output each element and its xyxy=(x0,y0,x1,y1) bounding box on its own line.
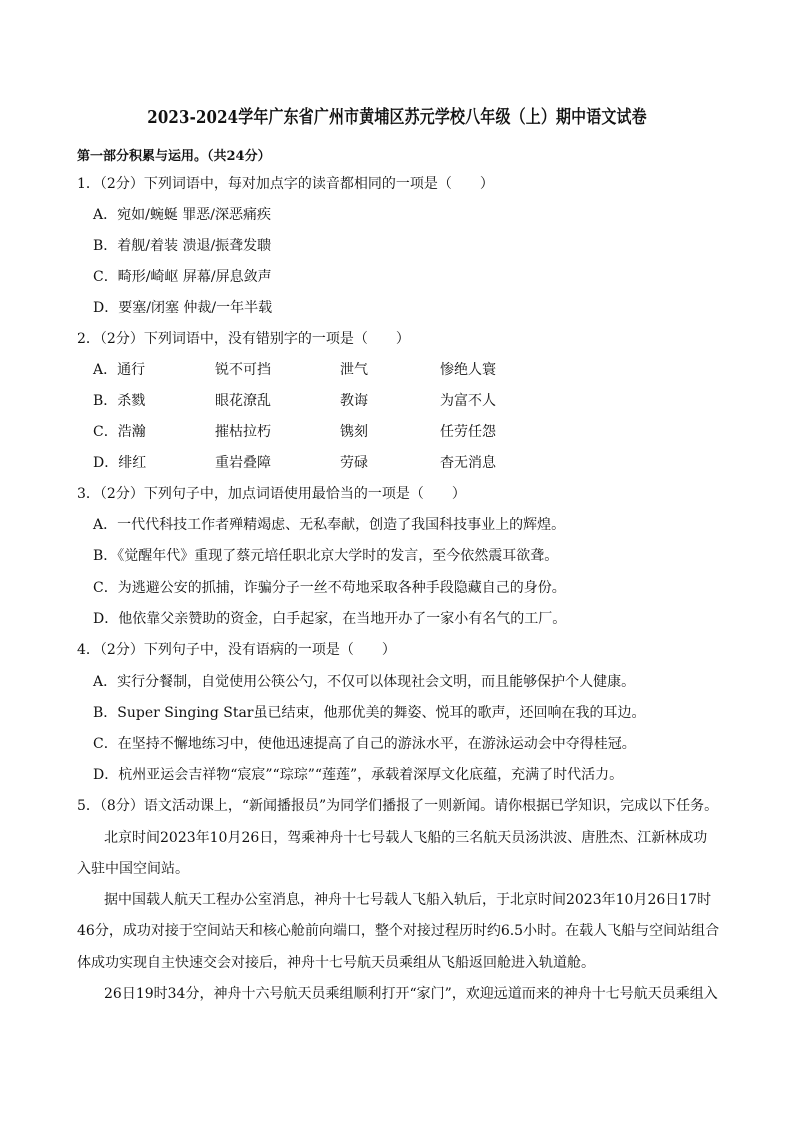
question-1-option-b: B．着舰/着装 溃退/振聋发聩 xyxy=(93,238,272,254)
question-1-stem: 1．（2分）下列词语中，每对加点字的读音都相同的一项是（ ） xyxy=(77,176,494,192)
question-2-option-c-word-2: 摧枯拉朽 xyxy=(215,424,271,440)
question-2-option-a-word-3: 泄气 xyxy=(340,362,368,378)
question-2-option-d-word-2: 重岩叠障 xyxy=(215,455,271,471)
question-4-option-c: C．在坚持不懈地练习中，使他迅速提高了自己的游泳水平，在游泳运动会中夺得桂冠。 xyxy=(93,736,636,752)
question-2-option-b-word-4: 为富不人 xyxy=(440,393,496,409)
question-2-option-d-word-3: 劳碌 xyxy=(340,455,368,471)
question-2-option-a-word-4: 惨绝人寰 xyxy=(440,362,496,378)
question-3-option-b: B．《觉醒年代》重现了蔡元培任职北京大学时的发言，至今依然震耳欲聋。 xyxy=(93,548,559,564)
question-2-option-a-word-1: A．通行 xyxy=(93,362,146,378)
question-1-option-a: A．宛如/蜿蜒 罪恶/深恶痛疾 xyxy=(93,207,271,223)
question-2-stem: 2．（2分）下列词语中，没有错别字的一项是（ ） xyxy=(77,331,410,347)
question-2-option-a-word-2: 锐不可挡 xyxy=(215,362,271,378)
news-paragraph-2-line-1: 据中国载人航天工程办公室消息，神舟十七号载人飞船入轨后，于北京时间2023年10月26日17时 xyxy=(104,892,712,908)
news-paragraph-1-line-1: 北京时间2023年10月26日，驾乘神舟十七号载人飞船的三名航天员汤洪波、唐胜杰、江新林成功 xyxy=(104,830,708,846)
question-1-option-c: C．畸形/崎岖 屏幕/屏息敛声 xyxy=(93,269,272,285)
question-2-option-d-word-4: 杳无消息 xyxy=(440,455,496,471)
question-3-stem: 3．（2分）下列句子中，加点词语使用最恰当的一项是（ ） xyxy=(77,486,466,502)
question-4-option-d: D．杭州亚运会吉祥物“宸宸”“琮琮”“莲莲”，承载着深厚文化底蕴，充满了时代活力。 xyxy=(93,767,624,783)
question-2-option-c-word-4: 任劳任怨 xyxy=(440,424,496,440)
question-4-option-b: B．Super Singing Star虽已结束，他那优美的舞姿、悦耳的歌声，还回响在我的耳边。 xyxy=(93,705,646,721)
news-paragraph-2-line-3: 体成功实现自主快速交会对接后，神舟十七号航天员乘组从飞船返回舱进入轨道舱。 xyxy=(77,955,595,971)
news-paragraph-1-line-2: 入驻中国空间站。 xyxy=(77,861,189,877)
question-3-option-c: C．为逃避公安的抓捕，诈骗分子一丝不苟地采取各种手段隐藏自己的身份。 xyxy=(93,580,566,596)
question-3-option-a: A．一代代科技工作者殚精竭虑、无私奉献，创造了我国科技事业上的辉煌。 xyxy=(93,517,566,533)
question-3-option-d: D．他依靠父亲赞助的资金，白手起家，在当地开办了一家小有名气的工厂。 xyxy=(93,611,567,627)
question-2-option-b-word-1: B．杀戮 xyxy=(93,393,146,409)
section-heading: 第一部分积累与运用。（共24分） xyxy=(77,149,271,164)
question-4-option-a: A．实行分餐制，自觉使用公筷公勺，不仅可以体现社会文明，而且能够保护个人健康。 xyxy=(93,674,636,690)
question-5-stem: 5．（8分）语文活动课上，“新闻播报员”为同学们播报了一则新闻。请你根据已学知识，完成以下任务。 xyxy=(77,798,719,814)
question-4-stem: 4．（2分）下列句子中，没有语病的一项是（ ） xyxy=(77,642,396,658)
news-paragraph-2-line-2: 46分，成功对接于空间站天和核心舱前向端口，整个对接过程历时约6.5小时。在载人飞船与空间站组合 xyxy=(77,923,720,939)
question-2-option-d-word-1: D．绯红 xyxy=(93,455,147,471)
question-2-option-c-word-1: C．浩瀚 xyxy=(93,424,146,440)
question-2-option-c-word-3: 镌刻 xyxy=(340,424,368,440)
question-1-option-d: D．要塞/闭塞 仲裁/一年半载 xyxy=(93,300,273,316)
news-paragraph-3-line-1: 26日19时34分，神舟十六号航天员乘组顺利打开“家门”，欢迎远道而来的神舟十七号航天员乘组入 xyxy=(104,986,718,1002)
question-2-option-b-word-2: 眼花潦乱 xyxy=(215,393,271,409)
question-2-option-b-word-3: 教诲 xyxy=(340,393,368,409)
exam-title: 2023-2024学年广东省广州市黄埔区苏元学校八年级（上）期中语文试卷 xyxy=(147,107,647,128)
